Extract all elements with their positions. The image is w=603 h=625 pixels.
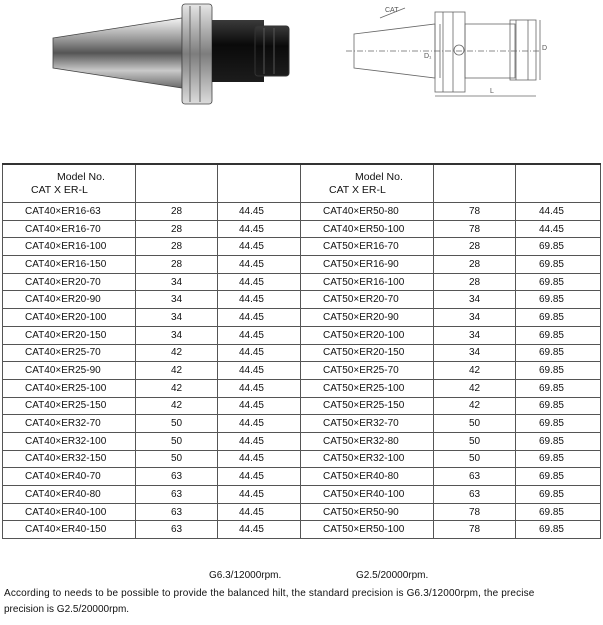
d-cell: 50 <box>434 432 516 450</box>
d1-cell: 44.45 <box>218 291 301 309</box>
table-row <box>3 415 601 433</box>
d-cell: 42 <box>136 379 218 397</box>
d1-cell: 44.45 <box>218 238 301 256</box>
d-cell: 34 <box>136 291 218 309</box>
spec-table <box>2 163 601 539</box>
d-cell: 34 <box>136 309 218 327</box>
d-cell: 50 <box>136 432 218 450</box>
model-cell: CAT40×ER20-90 <box>3 291 136 309</box>
model-cell: CAT40×ER32-100 <box>3 432 136 450</box>
d1-cell: 44.45 <box>218 450 301 468</box>
d-cell: 28 <box>136 220 218 238</box>
model-no-label: Model No. <box>355 170 403 183</box>
d-cell: 50 <box>136 415 218 433</box>
model-cell: CAT50×ER32-70 <box>301 415 434 433</box>
model-cell: CAT40×ER50-100 <box>301 220 434 238</box>
d-cell: 78 <box>434 203 516 221</box>
model-cell: CAT50×ER16-90 <box>301 256 434 274</box>
header-d1-left <box>218 164 301 203</box>
d1-cell: 44.45 <box>218 220 301 238</box>
model-no-label: Model No. <box>57 170 105 183</box>
model-cell: CAT40×ER25-150 <box>3 397 136 415</box>
model-pattern-label: CAT X ER-L <box>31 183 88 196</box>
d-cell: 34 <box>434 309 516 327</box>
model-cell: CAT40×ER16-70 <box>3 220 136 238</box>
model-cell: CAT50×ER40-100 <box>301 486 434 504</box>
d-cell: 50 <box>434 450 516 468</box>
model-cell: CAT40×ER40-150 <box>3 521 136 539</box>
model-cell: CAT50×ER50-100 <box>301 521 434 539</box>
d-cell: 28 <box>136 238 218 256</box>
d1-cell: 44.45 <box>218 309 301 327</box>
d1-cell: 44.45 <box>218 273 301 291</box>
d1-cell: 44.45 <box>218 397 301 415</box>
d1-cell: 44.45 <box>218 362 301 380</box>
d-cell: 28 <box>434 256 516 274</box>
d1-cell: 44.45 <box>218 486 301 504</box>
table-row <box>3 450 601 468</box>
d-cell: 34 <box>434 291 516 309</box>
model-cell: CAT50×ER16-100 <box>301 273 434 291</box>
d-cell: 78 <box>434 521 516 539</box>
d-cell: 34 <box>434 326 516 344</box>
model-cell: CAT50×ER20-90 <box>301 309 434 327</box>
precision-precise: G2.5/20000rpm. <box>356 570 429 581</box>
d1-cell: 44.45 <box>218 326 301 344</box>
d-cell: 34 <box>434 344 516 362</box>
table-row <box>3 344 601 362</box>
table-row <box>3 220 601 238</box>
header-model-left <box>3 164 136 203</box>
d1-cell: 69.85 <box>516 397 601 415</box>
model-cell: CAT40×ER25-70 <box>3 344 136 362</box>
d1-cell: 44.45 <box>218 521 301 539</box>
model-cell: CAT50×ER40-80 <box>301 468 434 486</box>
notes-text-line2: precision is G2.5/20000rpm. <box>4 604 130 615</box>
d-cell: 63 <box>136 521 218 539</box>
table-row <box>3 486 601 504</box>
table-row <box>3 326 601 344</box>
model-cell: CAT40×ER16-63 <box>3 203 136 221</box>
drawing-label-d: D <box>542 45 548 52</box>
precision-standard: G6.3/12000rpm. <box>209 570 282 581</box>
d-cell: 63 <box>136 486 218 504</box>
d1-cell: 69.85 <box>516 503 601 521</box>
table-row <box>3 397 601 415</box>
d-cell: 42 <box>434 379 516 397</box>
d-cell: 28 <box>136 256 218 274</box>
model-cell: CAT40×ER16-150 <box>3 256 136 274</box>
d-cell: 78 <box>434 220 516 238</box>
drawing-label-cat: CAT <box>385 7 399 14</box>
d-cell: 50 <box>136 450 218 468</box>
table-row <box>3 521 601 539</box>
d-cell: 78 <box>434 503 516 521</box>
model-cell: CAT50×ER50-90 <box>301 503 434 521</box>
d1-cell: 69.85 <box>516 362 601 380</box>
model-cell: CAT40×ER40-100 <box>3 503 136 521</box>
drawing-label-d1: D₁ <box>424 53 432 60</box>
d1-cell: 44.45 <box>218 203 301 221</box>
d-cell: 63 <box>136 468 218 486</box>
d-cell: 28 <box>434 238 516 256</box>
header-d-left <box>136 164 218 203</box>
d1-cell: 69.85 <box>516 326 601 344</box>
table-row <box>3 309 601 327</box>
d1-cell: 69.85 <box>516 291 601 309</box>
model-pattern-label: CAT X ER-L <box>329 183 386 196</box>
d1-cell: 44.45 <box>218 256 301 274</box>
model-cell: CAT50×ER25-70 <box>301 362 434 380</box>
table-row <box>3 468 601 486</box>
notes-text-line1: According to needs to be possible to provide the balanced hilt, the standard precision is G6.3/12000rpm, the precise <box>4 588 535 599</box>
model-cell: CAT50×ER25-100 <box>301 379 434 397</box>
model-cell: CAT40×ER32-150 <box>3 450 136 468</box>
d1-cell: 44.45 <box>218 415 301 433</box>
model-cell: CAT40×ER32-70 <box>3 415 136 433</box>
technical-drawing <box>340 0 550 105</box>
model-cell: CAT50×ER16-70 <box>301 238 434 256</box>
table-row <box>3 432 601 450</box>
d1-cell: 69.85 <box>516 256 601 274</box>
table-row <box>3 203 601 221</box>
model-cell: CAT40×ER20-100 <box>3 309 136 327</box>
d-cell: 42 <box>136 397 218 415</box>
model-cell: CAT50×ER20-150 <box>301 344 434 362</box>
drawing-label-l: L <box>490 88 494 95</box>
d1-cell: 69.85 <box>516 379 601 397</box>
d-cell: 34 <box>136 273 218 291</box>
table-header-row <box>3 164 601 203</box>
table-row <box>3 503 601 521</box>
model-cell: CAT40×ER40-80 <box>3 486 136 504</box>
d1-cell: 69.85 <box>516 415 601 433</box>
header-d1-right <box>516 164 601 203</box>
d1-cell: 69.85 <box>516 238 601 256</box>
d1-cell: 69.85 <box>516 450 601 468</box>
model-cell: CAT40×ER20-150 <box>3 326 136 344</box>
d-cell: 63 <box>434 468 516 486</box>
table-row <box>3 273 601 291</box>
model-cell: CAT40×ER20-70 <box>3 273 136 291</box>
model-cell: CAT40×ER40-70 <box>3 468 136 486</box>
model-cell: CAT40×ER25-100 <box>3 379 136 397</box>
d-cell: 42 <box>136 344 218 362</box>
model-cell: CAT40×ER16-100 <box>3 238 136 256</box>
d-cell: 42 <box>434 362 516 380</box>
d-cell: 34 <box>136 326 218 344</box>
d1-cell: 44.45 <box>218 503 301 521</box>
d1-cell: 69.85 <box>516 468 601 486</box>
d-cell: 42 <box>434 397 516 415</box>
table-row <box>3 238 601 256</box>
model-cell: CAT50×ER32-80 <box>301 432 434 450</box>
d1-cell: 69.85 <box>516 344 601 362</box>
table-row <box>3 379 601 397</box>
d-cell: 28 <box>434 273 516 291</box>
d1-cell: 69.85 <box>516 273 601 291</box>
d-cell: 50 <box>434 415 516 433</box>
d-cell: 42 <box>136 362 218 380</box>
model-cell: CAT40×ER25-90 <box>3 362 136 380</box>
d1-cell: 69.85 <box>516 486 601 504</box>
d1-cell: 69.85 <box>516 309 601 327</box>
table-row <box>3 256 601 274</box>
d1-cell: 44.45 <box>516 220 601 238</box>
d-cell: 63 <box>434 486 516 504</box>
model-cell: CAT50×ER20-70 <box>301 291 434 309</box>
d1-cell: 44.45 <box>218 379 301 397</box>
model-cell: CAT40×ER50-80 <box>301 203 434 221</box>
table-row <box>3 362 601 380</box>
d1-cell: 69.85 <box>516 432 601 450</box>
d1-cell: 44.45 <box>218 344 301 362</box>
d-cell: 28 <box>136 203 218 221</box>
header-d-right <box>434 164 516 203</box>
d1-cell: 69.85 <box>516 521 601 539</box>
d1-cell: 44.45 <box>218 432 301 450</box>
header-model-right <box>301 164 434 203</box>
model-cell: CAT50×ER32-100 <box>301 450 434 468</box>
d1-cell: 44.45 <box>516 203 601 221</box>
model-cell: CAT50×ER25-150 <box>301 397 434 415</box>
product-photo <box>50 0 295 110</box>
d1-cell: 44.45 <box>218 468 301 486</box>
table-row <box>3 291 601 309</box>
model-cell: CAT50×ER20-100 <box>301 326 434 344</box>
d-cell: 63 <box>136 503 218 521</box>
